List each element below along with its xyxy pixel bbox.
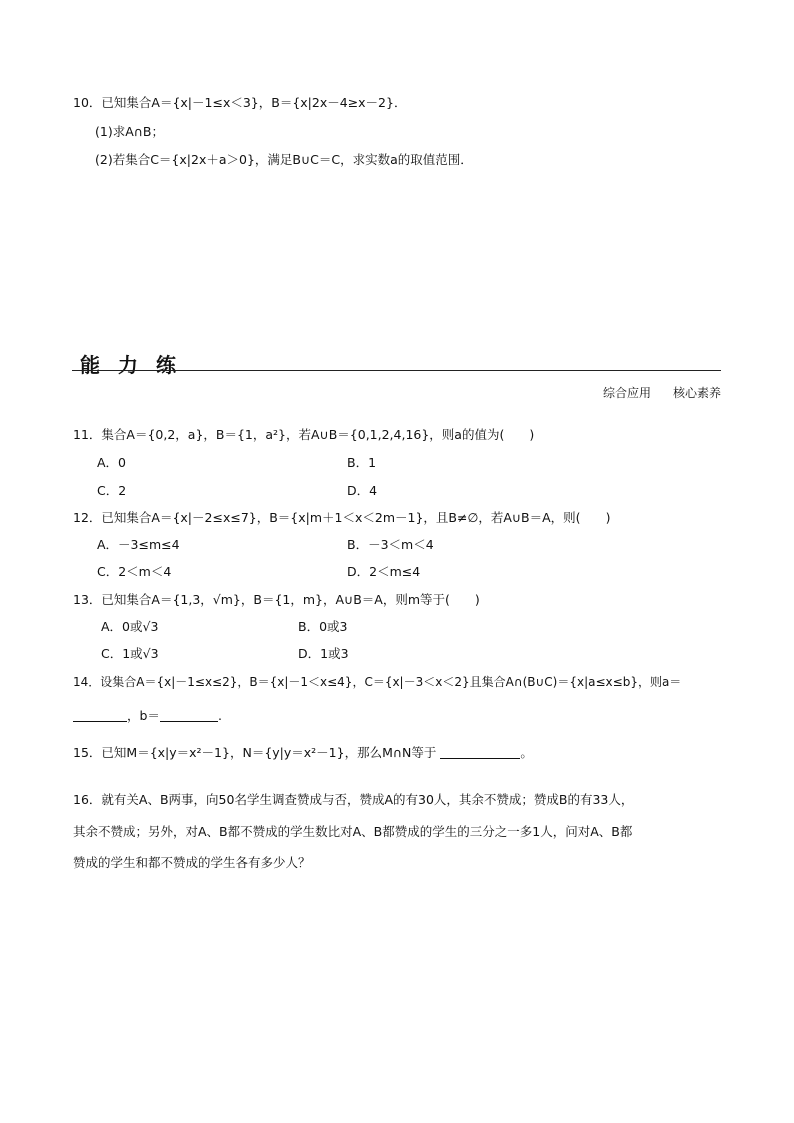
q10-part2: (2)若集合C＝{x|2x＋a＞0}，满足B∪C＝C，求实数a的取值范围．	[95, 152, 473, 167]
q16-line1: 16．就有关A、B两事，向50名学生调查赞成与否，赞成A的有30人，其余不赞成；赞成B的有33人，	[73, 792, 634, 807]
q14-stem: 14．设集合A＝{x|－1≤x≤2}，B＝{x|－1＜x≤4}，C＝{x|－3＜x＜2}且集合A∩(B∪C)＝{x|a≤x≤b}，则a＝	[73, 675, 682, 689]
q13-stem: 13．已知集合A＝{1,3，√m}，B＝{1，m}，A∪B＝A，则m等于( )	[73, 592, 480, 607]
q11-stem: 11．集合A＝{0,2，a}，B＝{1，a²}，若A∪B＝{0,1,2,4,16}，则a的值为( )	[73, 427, 535, 442]
q14-b-label: ，b＝	[127, 708, 160, 723]
q12-option-a: A．－3≤m≤4	[97, 537, 180, 552]
q13-option-d: D．1或3	[298, 646, 349, 661]
q16-line3: 赞成的学生和都不赞成的学生各有多少人？	[73, 855, 311, 870]
q15-blank[interactable]	[440, 745, 520, 759]
q15-stem: 15．已知M＝{x|y＝x²－1}，N＝{y|y＝x²－1}，那么M∩N等于	[73, 745, 437, 760]
q14-end: .	[217, 708, 222, 723]
section-title: 能力练	[80, 353, 194, 377]
section-subtitle-right: 核心素养	[672, 386, 721, 400]
q12-stem: 12．已知集合A＝{x|－2≤x≤7}，B＝{x|m＋1＜x＜2m－1}，且B≠∅，若A∪B＝A，则( )	[73, 510, 611, 525]
section-subtitle-left: 综合应用	[602, 386, 651, 400]
q14-blank-a[interactable]	[73, 708, 127, 722]
q14-answer-line	[73, 708, 222, 724]
section-subtitle	[603, 384, 721, 401]
q12-option-b: B．－3＜m＜4	[347, 537, 434, 552]
q14-blank-b[interactable]	[160, 708, 218, 722]
q11-option-a: A．0	[97, 455, 127, 470]
q13-option-c: C．1或√3	[101, 646, 159, 661]
q12-option-d: D．2＜m≤4	[347, 564, 421, 579]
q10-part1: (1)求A∩B；	[95, 124, 164, 139]
q11-option-c: C．2	[97, 483, 127, 498]
q11-option-d: D．4	[347, 483, 378, 498]
q11-option-b: B．1	[347, 455, 377, 470]
section-divider	[72, 370, 721, 371]
q13-option-b: B．0或3	[298, 619, 348, 634]
q16-line2: 其余不赞成；另外，对A、B都不赞成的学生数比对A、B都赞成的学生的三分之一多1人，问对A、B都	[73, 824, 633, 839]
q15-line	[73, 745, 533, 761]
q10-stem: 10．已知集合A＝{x|－1≤x＜3}，B＝{x|2x－4≥x－2}．	[73, 95, 407, 110]
q12-option-c: C．2＜m＜4	[97, 564, 172, 579]
q15-end: 。	[520, 745, 533, 760]
q13-option-a: A．0或√3	[101, 619, 159, 634]
